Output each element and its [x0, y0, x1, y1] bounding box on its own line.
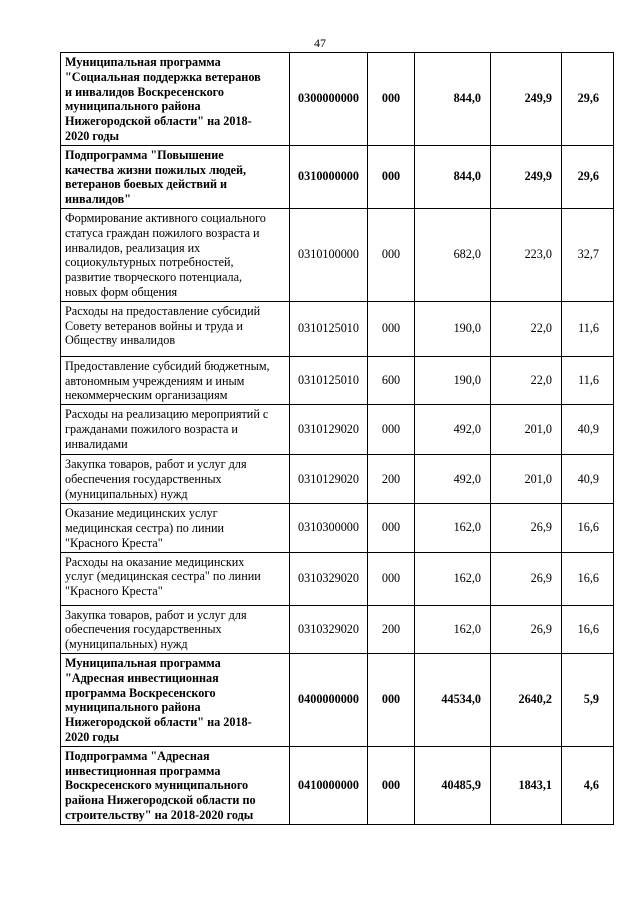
row-name-line: Воскресенского муниципального	[65, 778, 249, 793]
row-plan-cell: 682,0	[415, 208, 491, 301]
table-row	[61, 208, 614, 301]
row-name-cell	[61, 552, 290, 605]
row-name-line: услуг (медицинская сестра" по линии	[65, 569, 261, 584]
table-row	[61, 605, 614, 653]
row-name-line: статуса граждан пожилого возраста и	[65, 225, 260, 240]
row-fact-cell: 201,0	[491, 405, 562, 455]
row-name-line: Муниципальная программа	[65, 55, 221, 69]
table-row	[61, 746, 614, 824]
row-fact-cell: 26,9	[491, 552, 562, 605]
row-name-line: района Нижегородской области по	[65, 793, 256, 808]
row-fact-cell: 22,0	[491, 356, 562, 404]
row-name-cell	[61, 53, 290, 146]
table-row	[61, 53, 614, 146]
row-name-line: ветеранов боевых действий и	[65, 177, 228, 192]
row-expense-type-cell: 000	[368, 405, 415, 455]
row-fact-cell: 201,0	[491, 455, 562, 504]
row-expense-type-cell: 200	[368, 605, 415, 653]
row-percent-cell: 16,6	[562, 552, 614, 605]
row-code-cell: 0310125010	[290, 301, 368, 356]
row-code-cell: 0310129020	[290, 455, 368, 504]
row-name-line: Оказание медицинских услуг	[65, 506, 218, 521]
row-name-line: Нижегородской области" на 2018-	[65, 715, 252, 730]
row-plan-cell: 190,0	[415, 356, 491, 404]
row-expense-type-cell: 200	[368, 455, 415, 504]
row-plan-cell: 162,0	[415, 504, 491, 552]
table-row	[61, 653, 614, 746]
row-plan-cell: 492,0	[415, 455, 491, 504]
row-name-line: Обществу инвалидов	[65, 333, 176, 348]
budget-table	[60, 52, 614, 825]
row-percent-cell: 16,6	[562, 504, 614, 552]
row-name-line: Совету ветеранов войны и труда и	[65, 318, 243, 333]
row-name-line: инвестиционная программа	[65, 763, 221, 778]
row-name-line: муниципального района	[65, 700, 201, 715]
row-name-line: Расходы на оказание медицинских	[65, 554, 245, 569]
row-name-line: Формирование активного социального	[65, 210, 266, 225]
row-name-line: (муниципальных) нужд	[65, 486, 188, 501]
table-row	[61, 405, 614, 455]
page-number: 47	[314, 36, 326, 50]
row-fact-cell: 22,0	[491, 301, 562, 356]
row-percent-cell: 4,6	[562, 746, 614, 824]
row-name-line: гражданами пожилого возраста и	[65, 421, 238, 436]
row-expense-type-cell: 000	[368, 504, 415, 552]
row-percent-cell: 29,6	[562, 145, 614, 208]
row-plan-cell: 44534,0	[415, 653, 491, 746]
table-row	[61, 145, 614, 208]
row-plan-cell: 844,0	[415, 145, 491, 208]
row-name-line: и инвалидов Воскресенского	[65, 84, 225, 99]
row-name-line: новых форм общения	[65, 284, 178, 299]
row-name-line: Муниципальная программа	[65, 655, 221, 670]
row-name-line: автономным учреждениям и иным	[65, 373, 245, 388]
row-percent-cell: 11,6	[562, 301, 614, 356]
row-name-cell	[61, 356, 290, 404]
row-code-cell: 0410000000	[290, 746, 368, 824]
row-name-line: муниципального района	[65, 99, 201, 114]
row-code-cell: 0310329020	[290, 552, 368, 605]
row-code-cell: 0310129020	[290, 405, 368, 455]
row-name-line: "Адресная инвестиционная	[65, 670, 219, 685]
row-name-line: "Социальная поддержка ветеранов	[65, 69, 261, 84]
row-fact-cell: 26,9	[491, 605, 562, 653]
row-name-line: 2020 годы	[65, 729, 120, 744]
row-name-line: "Красного Креста"	[65, 535, 163, 550]
row-code-cell: 0310125010	[290, 356, 368, 404]
row-name-cell	[61, 504, 290, 552]
row-expense-type-cell: 000	[368, 53, 415, 146]
row-name-line: Закупка товаров, работ и услуг для	[65, 607, 247, 622]
row-name-line: социокультурных потребностей,	[65, 255, 234, 270]
row-expense-type-cell: 000	[368, 301, 415, 356]
table-row	[61, 552, 614, 605]
row-name-cell	[61, 746, 290, 824]
row-fact-cell: 26,9	[491, 504, 562, 552]
row-name-line: инвалидов"	[65, 192, 131, 207]
row-code-cell: 0310000000	[290, 145, 368, 208]
row-name-line: (муниципальных) нужд	[65, 637, 188, 652]
row-name-line: Расходы на реализацию мероприятий с	[65, 407, 269, 422]
table-body	[61, 53, 614, 825]
row-expense-type-cell: 000	[368, 746, 415, 824]
table-row	[61, 356, 614, 404]
row-plan-cell: 162,0	[415, 552, 491, 605]
row-fact-cell: 249,9	[491, 145, 562, 208]
row-name-line: Подпрограмма "Повышение	[65, 147, 224, 162]
row-code-cell: 0310329020	[290, 605, 368, 653]
row-expense-type-cell: 000	[368, 208, 415, 301]
table-row	[61, 455, 614, 504]
row-name-line: Нижегородской области" на 2018-	[65, 114, 252, 129]
row-percent-cell: 16,6	[562, 605, 614, 653]
row-name-line: качества жизни пожилых людей,	[65, 162, 247, 177]
row-name-cell	[61, 301, 290, 356]
row-code-cell: 0310100000	[290, 208, 368, 301]
row-name-line: 2020 годы	[65, 128, 120, 143]
row-name-cell	[61, 405, 290, 455]
table-row	[61, 504, 614, 552]
row-plan-cell: 492,0	[415, 405, 491, 455]
row-code-cell: 0300000000	[290, 53, 368, 146]
row-name-line: программа Воскресенского	[65, 685, 216, 700]
row-plan-cell: 844,0	[415, 53, 491, 146]
row-fact-cell: 223,0	[491, 208, 562, 301]
row-name-cell	[61, 145, 290, 208]
row-percent-cell: 5,9	[562, 653, 614, 746]
row-percent-cell: 40,9	[562, 405, 614, 455]
row-name-line: обеспечения государственных	[65, 471, 222, 486]
row-code-cell: 0310300000	[290, 504, 368, 552]
row-name-line: медицинская сестра) по линии	[65, 520, 225, 535]
row-code-cell: 0400000000	[290, 653, 368, 746]
row-name-line: некоммерческим организациям	[65, 388, 228, 403]
row-name-line: Подпрограмма "Адресная	[65, 748, 210, 763]
row-expense-type-cell: 000	[368, 552, 415, 605]
row-fact-cell: 2640,2	[491, 653, 562, 746]
row-name-line: обеспечения государственных	[65, 622, 222, 637]
row-expense-type-cell: 600	[368, 356, 415, 404]
row-fact-cell: 1843,1	[491, 746, 562, 824]
row-plan-cell: 162,0	[415, 605, 491, 653]
row-expense-type-cell: 000	[368, 653, 415, 746]
row-name-cell	[61, 455, 290, 504]
row-name-line: строительству" на 2018-2020 годы	[65, 807, 254, 822]
row-name-line: инвалидами	[65, 436, 128, 451]
row-name-line: Предоставление субсидий бюджетным,	[65, 358, 270, 373]
row-name-line: Расходы на предоставление субсидий	[65, 303, 261, 318]
table-row	[61, 301, 614, 356]
row-percent-cell: 32,7	[562, 208, 614, 301]
row-expense-type-cell: 000	[368, 145, 415, 208]
row-name-line: Закупка товаров, работ и услуг для	[65, 457, 247, 472]
row-name-cell	[61, 208, 290, 301]
row-percent-cell: 11,6	[562, 356, 614, 404]
row-name-line: "Красного Креста"	[65, 584, 163, 599]
row-name-line: развитие творческого потенциала,	[65, 270, 243, 285]
row-percent-cell: 29,6	[562, 53, 614, 146]
row-fact-cell: 249,9	[491, 53, 562, 146]
row-name-cell	[61, 605, 290, 653]
row-name-line: инвалидов, реализация их	[65, 240, 201, 255]
row-percent-cell: 40,9	[562, 455, 614, 504]
row-name-cell	[61, 653, 290, 746]
row-plan-cell: 40485,9	[415, 746, 491, 824]
row-plan-cell: 190,0	[415, 301, 491, 356]
